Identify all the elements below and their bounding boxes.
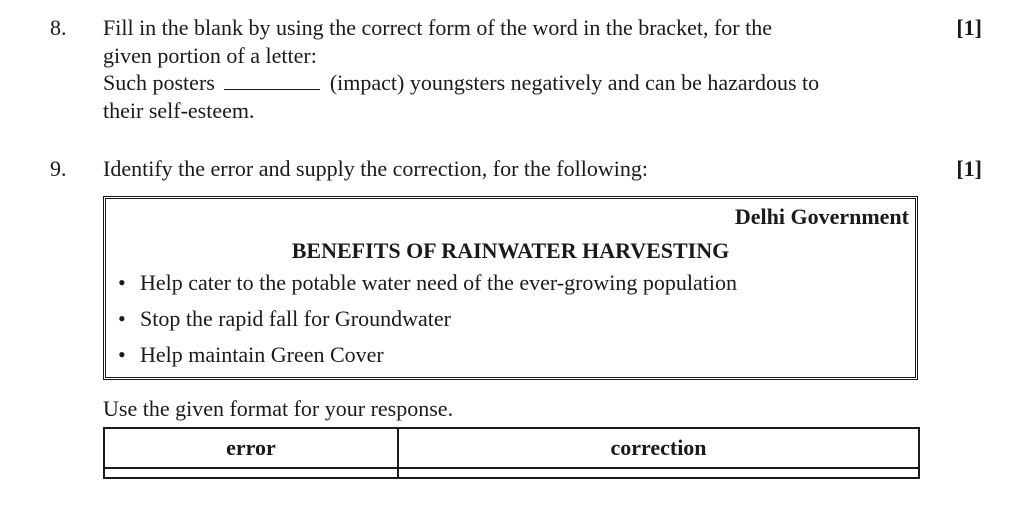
- notice-box: [103, 196, 918, 380]
- list-item-text: Stop the rapid fall for Groundwater: [140, 306, 451, 331]
- answer-cell-correction[interactable]: [398, 468, 919, 478]
- notice-organisation: Delhi Government: [734, 204, 909, 229]
- bullet-icon: •: [118, 270, 126, 295]
- question-text: [103, 14, 893, 124]
- marks-label: [1]: [956, 15, 982, 40]
- list-item: [106, 341, 737, 377]
- question-number: 8.: [50, 15, 67, 40]
- question-sentence: [103, 69, 893, 97]
- notice-bullet-list: [106, 269, 737, 377]
- question-line: given portion of a letter:: [103, 42, 317, 68]
- question-line: their self-esteem.: [103, 97, 255, 123]
- answer-cell-error[interactable]: [104, 468, 398, 478]
- column-header-error: error: [104, 428, 398, 468]
- notice-title: BENEFITS OF RAINWATER HARVESTING: [291, 238, 730, 263]
- column-header-correction: correction: [398, 428, 919, 468]
- list-item-text: Help maintain Green Cover: [140, 342, 384, 367]
- answer-blank[interactable]: [224, 71, 320, 90]
- list-item: [106, 269, 737, 305]
- question-line: Fill in the blank by using the correct form of the word in the bracket, for the: [103, 15, 772, 40]
- response-instruction: Use the given format for your response.: [103, 396, 454, 421]
- response-table: [103, 427, 920, 479]
- list-item: [106, 305, 737, 341]
- question-text: Identify the error and supply the correction, for the following:: [103, 156, 648, 181]
- sentence-start: Such posters: [103, 70, 215, 95]
- bullet-icon: •: [118, 306, 126, 331]
- marks-label: [1]: [956, 156, 982, 181]
- sentence-rest: (impact) youngsters negatively and can be hazardous to: [329, 70, 820, 95]
- question-number: 9.: [50, 156, 67, 181]
- bullet-icon: •: [118, 342, 126, 367]
- list-item-text: Help cater to the potable water need of the ever-growing population: [140, 270, 737, 295]
